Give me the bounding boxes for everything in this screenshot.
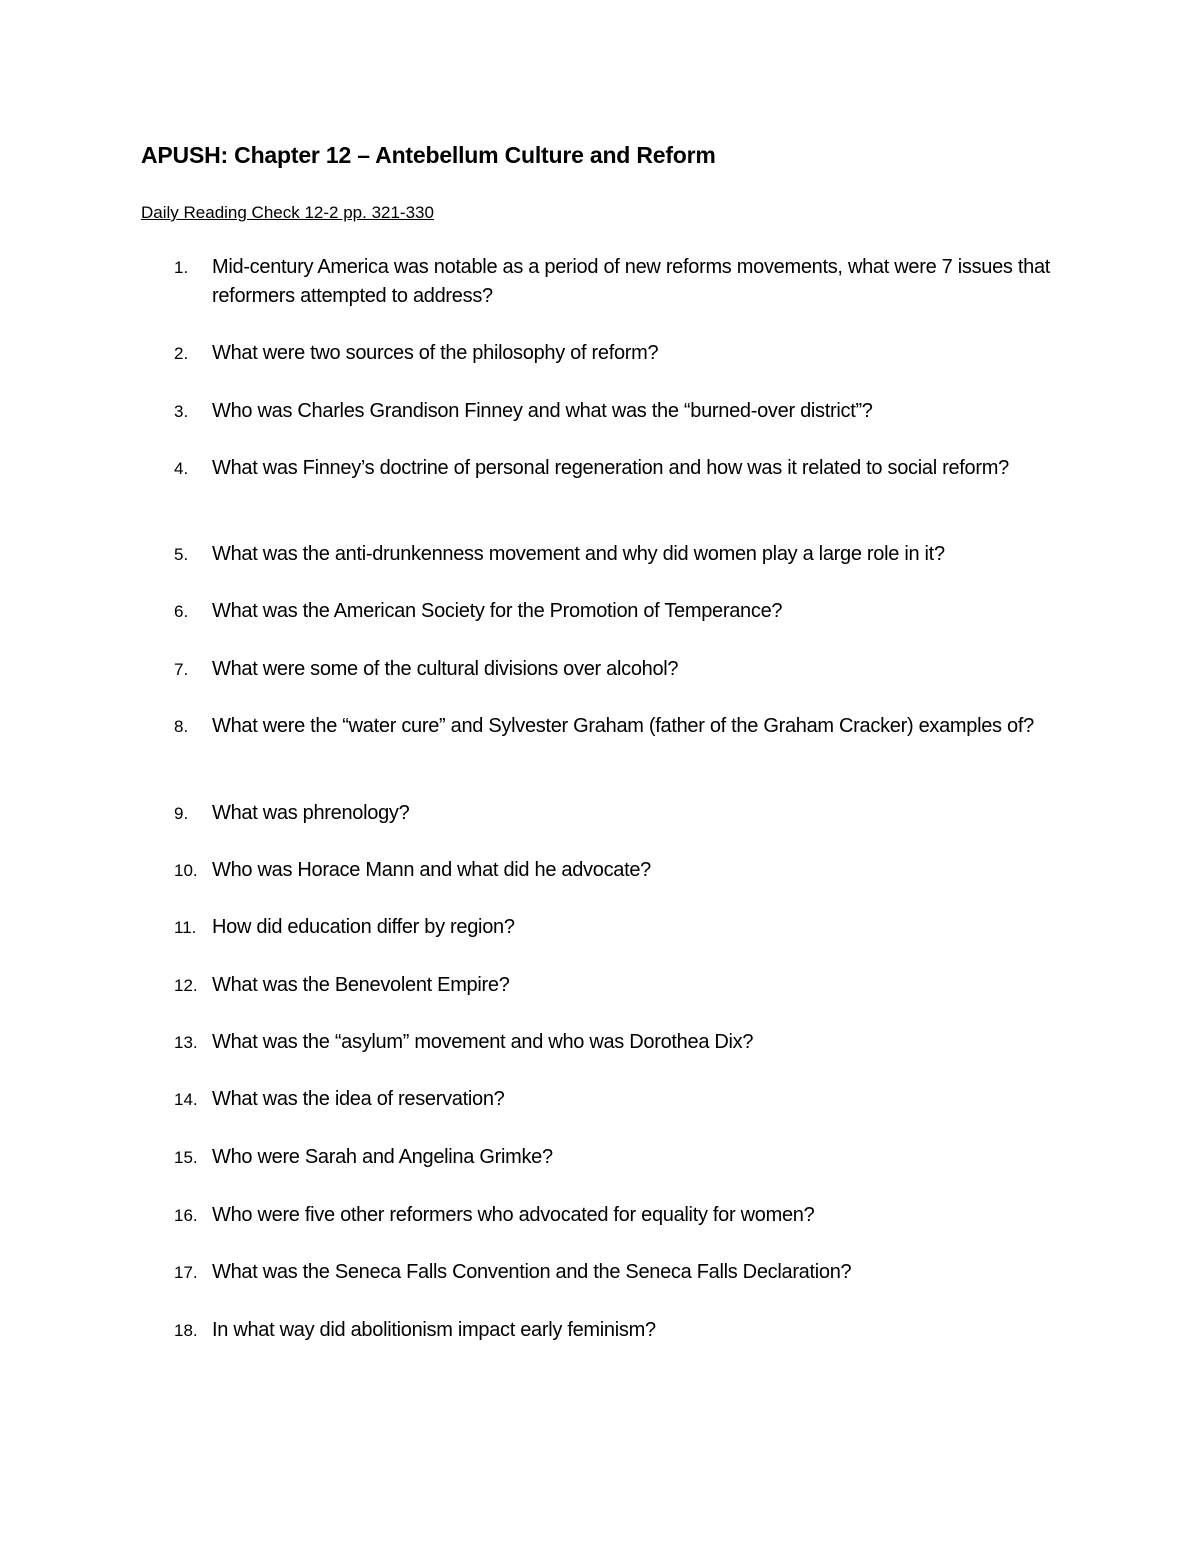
question-number: 7. [174,660,189,679]
question-text: Who was Charles Grandison Finney and what was the “burned-over district”? [212,400,873,422]
question-text: In what way did abolitionism impact early feminism? [212,1319,656,1341]
question-number: 9. [174,804,189,823]
question-text: What were two sources of the philosophy of reform? [212,342,659,364]
question-number: 2. [174,344,189,363]
question-number: 12. [174,976,198,995]
question-number: 6. [174,602,189,621]
question-number: 16. [174,1206,198,1225]
question-text: What was the anti-drunkenness movement and why did women play a large role in it? [212,543,945,565]
document-title: APUSH: Chapter 12 – Antebellum Culture and Reform [141,142,716,168]
question-number: 10. [174,861,198,880]
question-number: 8. [174,717,189,736]
question-text: What were the “water cure” and Sylvester Graham (father of the Graham Cracker) examples of? [212,715,1034,737]
question-text: What was the Seneca Falls Convention and the Seneca Falls Declaration? [212,1261,852,1283]
question-number: 17. [174,1263,198,1282]
question-number: 18. [174,1321,198,1340]
question-text: What was the Benevolent Empire? [212,974,510,996]
question-text: What was the “asylum” movement and who was Dorothea Dix? [212,1031,754,1053]
question-number: 14. [174,1090,198,1109]
question-number: 5. [174,545,189,564]
document-subtitle: Daily Reading Check 12-2 pp. 321-330 [141,203,434,222]
question-number: 13. [174,1033,198,1052]
question-text: What was phrenology? [212,802,410,824]
question-number: 3. [174,402,189,421]
question-text: What was Finney’s doctrine of personal regeneration and how was it related to social reform? [212,457,1009,479]
question-text: What was the idea of reservation? [212,1088,505,1110]
question-text: What was the American Society for the Promotion of Temperance? [212,600,783,622]
question-number: 15. [174,1148,198,1167]
question-text: Who was Horace Mann and what did he advocate? [212,859,651,881]
question-text: How did education differ by region? [212,916,515,938]
question-text: Who were five other reformers who advocated for equality for women? [212,1204,815,1226]
question-text: Who were Sarah and Angelina Grimke? [212,1146,553,1168]
question-text: What were some of the cultural divisions over alcohol? [212,658,679,680]
question-number: 1. [174,258,189,277]
question-text: Mid-century America was notable as a period of new reforms movements, what were 7 issues that reformers attempted to address? [212,256,1051,307]
question-number: 4. [174,459,189,478]
question-number: 11. [174,918,197,937]
